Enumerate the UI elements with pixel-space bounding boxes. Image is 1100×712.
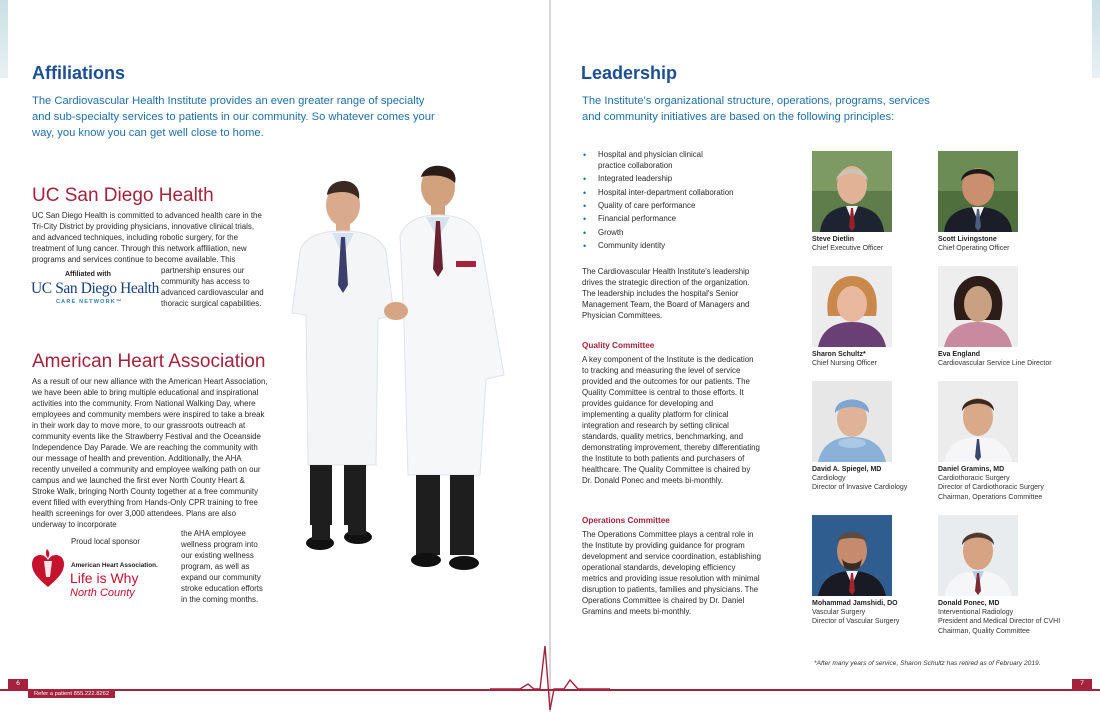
ucsd-logo-network: CARE NETWORK™: [56, 299, 123, 305]
ucsd-title: UC San Diego Health: [32, 185, 214, 206]
person-role: Cardiology: [812, 475, 846, 482]
person-name: Eva England: [938, 351, 981, 358]
list-item: • Community identity: [582, 241, 734, 252]
portrait-daniel-gramins: [938, 381, 1018, 462]
list-item: • Quality of care performance: [582, 201, 734, 212]
person-role: Chief Operating Officer: [938, 245, 1010, 252]
quality-committee-heading: Quality Committee: [582, 341, 655, 350]
list-item: • Hospital and physician clinical practice collaboration: [582, 150, 712, 172]
aha-logo-region: North County: [70, 587, 135, 599]
ucsd-body: UC San Diego Health is committed to advanced health care in the Tri-City District by providing physicians, innovative clinical trials, and advanced techniques, including robotic surgery, for the treatment of lung cancer. Through this network affiliation, new programs and services continue to become available. This: [32, 211, 262, 264]
person-role: Director of Vascular Surgery: [812, 618, 900, 626]
person-name: Daniel Gramins, MD: [938, 466, 1005, 473]
portrait-mohammad-jamshidi: [812, 515, 892, 596]
page-number: 6: [8, 679, 28, 689]
corner-decoration: [1092, 0, 1100, 78]
person-role: Cardiothoracic Surgery: [938, 475, 1010, 482]
person-role: Director of Invasive Cardiology: [812, 484, 908, 492]
portrait-sharon-schultz: [812, 266, 892, 347]
person-name: Sharon Schultz*: [812, 351, 866, 358]
ucsd-body-continued: partnership ensures our community has access to advanced cardiovascular and thoracic surgical capabilities.: [161, 266, 264, 308]
aha-title: American Heart Association: [32, 351, 266, 372]
left-page: [0, 0, 549, 712]
refer-patient-phone[interactable]: Refer a patient 855.222.8262: [28, 690, 115, 698]
aha-body-continued: the AHA employee wellness program into our existing wellness program, as well as expand our community stroke education efforts in the coming months.: [181, 529, 263, 604]
heartbeat-line-icon: [490, 640, 610, 712]
right-page: [551, 0, 1100, 712]
aha-sponsor-label: Proud local sponsor: [71, 537, 140, 546]
aha-logo-tagline: Life is Why: [70, 570, 139, 586]
leadership-heading: Leadership: [581, 63, 678, 83]
portrait-steve-dietlin: [812, 151, 892, 232]
person-name: Steve Dietlin: [812, 236, 855, 243]
doctors-handshake-photo: [290, 165, 520, 585]
person-role: President and Medical Director of CVHI: [938, 618, 1061, 626]
affiliations-intro: The Cardiovascular Health Institute provides an even greater range of specialty and sub-specialty services to patients in our community. So whatever comes your way, you know you can get well close to home.: [32, 95, 435, 139]
leadership-paragraph: The Cardiovascular Health Institute's leadership drives the strategic direction of the organization. The leadership includes the hospital's Senior Management Team, the Board of Managers and Physician Committees.: [582, 267, 750, 320]
ucsd-logo-affiliated: Affiliated with: [65, 271, 111, 278]
person-name: Donald Ponec, MD: [938, 600, 1000, 607]
affiliations-heading: Affiliations: [32, 63, 125, 83]
person-role: Cardiovascular Service Line Director: [938, 360, 1052, 367]
list-item: • Hospital inter-department collaboration: [582, 188, 734, 199]
portrait-scott-livingstone: [938, 151, 1018, 232]
retirement-footnote: *After many years of service, Sharon Schultz has retired as of February 2019.: [814, 660, 1041, 667]
quality-committee-body: A key component of the Institute is the dedication to tracking and measuring the level of service provided and the outcomes for our patients. The Quality Committee is central to those efforts. It provides guidance for developing and implementing a quality platform for clinical integration and research by setting clinical standards, quality metrics, benchmarking, and demonstrating improvement, thereby differentiating the Institute to both patients and purchasers of healthcare. The Quality Committee is chaired by Dr. Donald Ponec and meets bi-monthly.: [582, 355, 760, 485]
person-name: David A. Spiegel, MD: [812, 466, 882, 473]
person-name: Mohammad Jamshidi, DO: [812, 600, 898, 607]
ucsd-logo-name: UC San Diego Health: [31, 280, 160, 297]
list-item: • Financial performance: [582, 214, 734, 225]
leadership-intro: The Institute's organizational structure, operations, programs, services and community initiatives are based on the following principles:: [582, 95, 930, 123]
corner-decoration: [0, 0, 8, 78]
person-name: Scott Livingstone: [938, 236, 997, 243]
person-role: Director of Cardiothoracic Surgery: [938, 484, 1044, 492]
list-item: • Integrated leadership: [582, 174, 734, 185]
portrait-donald-ponec: [938, 515, 1018, 596]
aha-logo-name: American Heart Association.: [71, 562, 158, 569]
person-role: Chief Nursing Officer: [812, 360, 877, 367]
person-role: Chief Executive Officer: [812, 245, 884, 252]
portrait-david-spiegel: [812, 381, 892, 462]
aha-heart-torch-icon: [30, 547, 66, 591]
page-number: 7: [1072, 679, 1092, 689]
principles-list: [582, 150, 734, 255]
person-role: Vascular Surgery: [812, 609, 866, 616]
person-role: Chairman, Operations Committee: [938, 493, 1043, 501]
person-role: Chairman, Quality Committee: [938, 627, 1030, 635]
portrait-eva-england: [938, 266, 1018, 347]
operations-committee-body: The Operations Committee plays a central role in the Institute by providing guidance for program development and service coordination, establishing operational standards, developing efficiency metrics and providing issue resolution with minimal disruption to patients, families and physicians. The Operations Committee is chaired by Dr. Daniel Gramins and meets bi-monthly.: [582, 530, 761, 616]
list-item: • Growth: [582, 228, 734, 239]
person-role: Interventional Radiology: [938, 609, 1014, 616]
operations-committee-heading: Operations Committee: [582, 516, 670, 525]
aha-body: As a result of our new alliance with the American Heart Association, we have been able to bring multiple educational and inspirational activities into the community. From National Walking Day, where employees and community members were inspired to take a break in their work day to move more, to our grassroots outreach at community events like the Strawberry Festival and the Oceanside Independence Day Parade. We are reaching the community with our message of health and prevention. Additionally, the AHA recently unveiled a community and employee walking path on our campus and we launched the first ever North County Heart & Stroke Walk, bringing North County together at a free community event filled with everything from Hands-Only CPR training to free health screenings for over 3,000 attendees. Plans are also underway to incorporate: [32, 377, 268, 529]
